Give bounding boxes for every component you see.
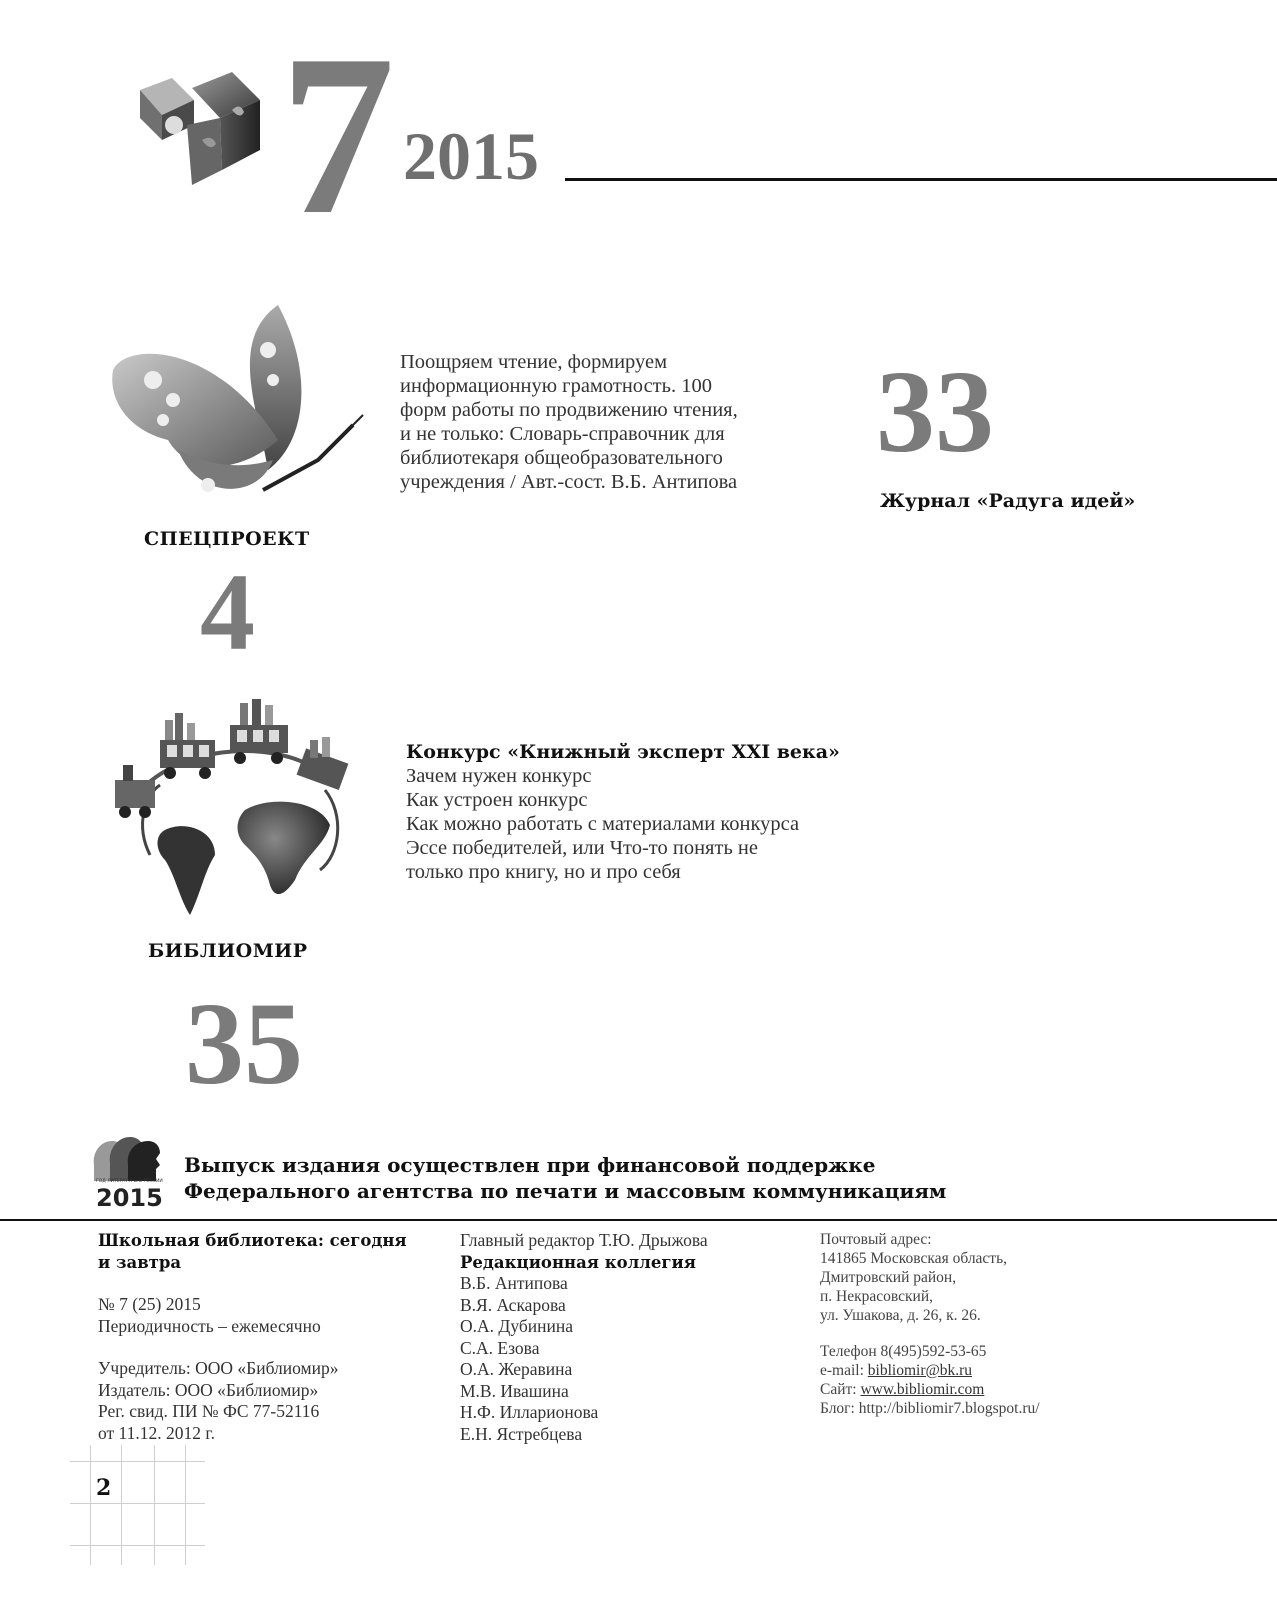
site-link[interactable]: www.bibliomir.com bbox=[860, 1381, 985, 1398]
phone: Телефон 8(495)592-53-65 bbox=[820, 1343, 987, 1360]
globe-train-illustration bbox=[105, 695, 350, 925]
page-number: 2 bbox=[96, 1475, 112, 1501]
footer-rule bbox=[0, 1219, 1277, 1221]
email-link[interactable]: bibliomir@bk.ru bbox=[867, 1362, 973, 1379]
bibliomir-line: Зачем нужен конкурс bbox=[406, 765, 592, 787]
address-line: п. Некрасовский, bbox=[820, 1288, 934, 1305]
year-of-literature-logo bbox=[90, 1135, 162, 1213]
bibliomir-line: Как можно работать с материалами конкурса bbox=[406, 813, 800, 835]
header-rule bbox=[565, 178, 1277, 181]
founder: Учредитель: ООО «Библиомир» bbox=[98, 1358, 339, 1378]
site-label: Сайт: bbox=[820, 1381, 861, 1398]
issue-year: 2015 bbox=[403, 118, 539, 194]
issue-number: 7 bbox=[280, 7, 395, 262]
chief-editor: Главный редактор Т.Ю. Дрыжова bbox=[460, 1230, 708, 1250]
imprint-col-3 bbox=[820, 1230, 1040, 1418]
special-description-line: Поощряем чтение, формируем bbox=[400, 351, 668, 373]
address-label: Почтовый адрес: bbox=[820, 1231, 932, 1248]
page-ref-bibliomir: 35 bbox=[185, 978, 303, 1109]
board-member: В.Б. Антипова bbox=[460, 1273, 568, 1293]
blog: Блог: http://bibliomir7.blogspot.ru/ bbox=[820, 1400, 1040, 1417]
registration-date: от 11.12. 2012 г. bbox=[98, 1422, 215, 1443]
support-line: Выпуск издания осуществлен при финансовой поддержке bbox=[184, 1153, 876, 1177]
special-description-line: и не только: Словарь-справочник для bbox=[400, 423, 725, 445]
journal-name: Школьная библиотека: сегодня bbox=[98, 1231, 407, 1250]
butterfly-illustration bbox=[108, 300, 370, 505]
board-member: О.А. Дубинина bbox=[460, 1316, 573, 1336]
site-row bbox=[820, 1380, 1040, 1399]
puzzle-cube-logo bbox=[132, 70, 272, 195]
board-member: Н.Ф. Илларионова bbox=[460, 1402, 599, 1422]
bibliomir-line: Эссе победителей, или Что-то понять не bbox=[406, 837, 758, 859]
profiles-icon bbox=[90, 1135, 162, 1181]
bibliomir-line: только про книгу, но и про себя bbox=[406, 861, 681, 883]
special-description-line: учреждения / Авт.-сост. В.Б. Антипова bbox=[400, 471, 738, 493]
email-row bbox=[820, 1361, 1040, 1380]
periodicity: Периодичность – ежемесячно bbox=[98, 1315, 321, 1336]
board-member: Е.Н. Ястребцева bbox=[460, 1423, 583, 1444]
board-member: М.В. Ивашина bbox=[460, 1380, 569, 1401]
section-label-bibliomir: БИБЛИОМИР bbox=[148, 940, 308, 962]
page-ref-journal: 33 bbox=[876, 346, 994, 477]
imprint-col-1 bbox=[98, 1230, 407, 1444]
journal-title: Журнал «Радуга идей» bbox=[880, 490, 1136, 512]
journal-name-cont: и завтра bbox=[98, 1252, 182, 1272]
special-description-line: информационную грамотность. 100 bbox=[400, 375, 712, 397]
support-line: Федерального агентства по печати и массовым коммуникациям bbox=[184, 1179, 947, 1203]
bibliomir-line: Как устроен конкурс bbox=[406, 789, 588, 811]
bibliomir-contents bbox=[406, 740, 840, 884]
logo-caption: ГОД ЛИТЕРАТУРЫ В РОССИИ bbox=[96, 1179, 163, 1184]
support-statement bbox=[184, 1152, 946, 1204]
address-line: ул. Ушакова, д. 26, к. 26. bbox=[820, 1307, 981, 1324]
special-description-line: библиотекаря общеобразовательного bbox=[400, 447, 723, 469]
logo-year: 2015 bbox=[96, 1184, 163, 1212]
special-description-line: форм работы по продвижению чтения, bbox=[400, 399, 738, 421]
section-label-special: СПЕЦПРОЕКТ bbox=[144, 528, 310, 550]
bibliomir-heading: Конкурс «Книжный эксперт XXI века» bbox=[406, 741, 840, 763]
board-member: С.А. Езова bbox=[460, 1337, 540, 1358]
page-ref-special: 4 bbox=[200, 551, 255, 673]
address-line: Дмитровский район, bbox=[820, 1269, 957, 1286]
address-line: 141865 Московская область, bbox=[820, 1250, 1008, 1267]
board-title: Редакционная коллегия bbox=[460, 1252, 696, 1272]
email-label: e-mail: bbox=[820, 1362, 868, 1379]
publisher: Издатель: ООО «Библиомир» bbox=[98, 1379, 319, 1400]
special-description bbox=[400, 350, 738, 494]
board-member: О.А. Жеравина bbox=[460, 1359, 573, 1379]
board-member: В.Я. Аскарова bbox=[460, 1294, 566, 1315]
imprint-col-2 bbox=[460, 1230, 708, 1445]
registration: Рег. свид. ПИ № ФС 77-52116 bbox=[98, 1401, 320, 1421]
issue-info: № 7 (25) 2015 bbox=[98, 1294, 201, 1314]
header bbox=[0, 0, 1277, 262]
page-number-grid bbox=[70, 1445, 205, 1565]
